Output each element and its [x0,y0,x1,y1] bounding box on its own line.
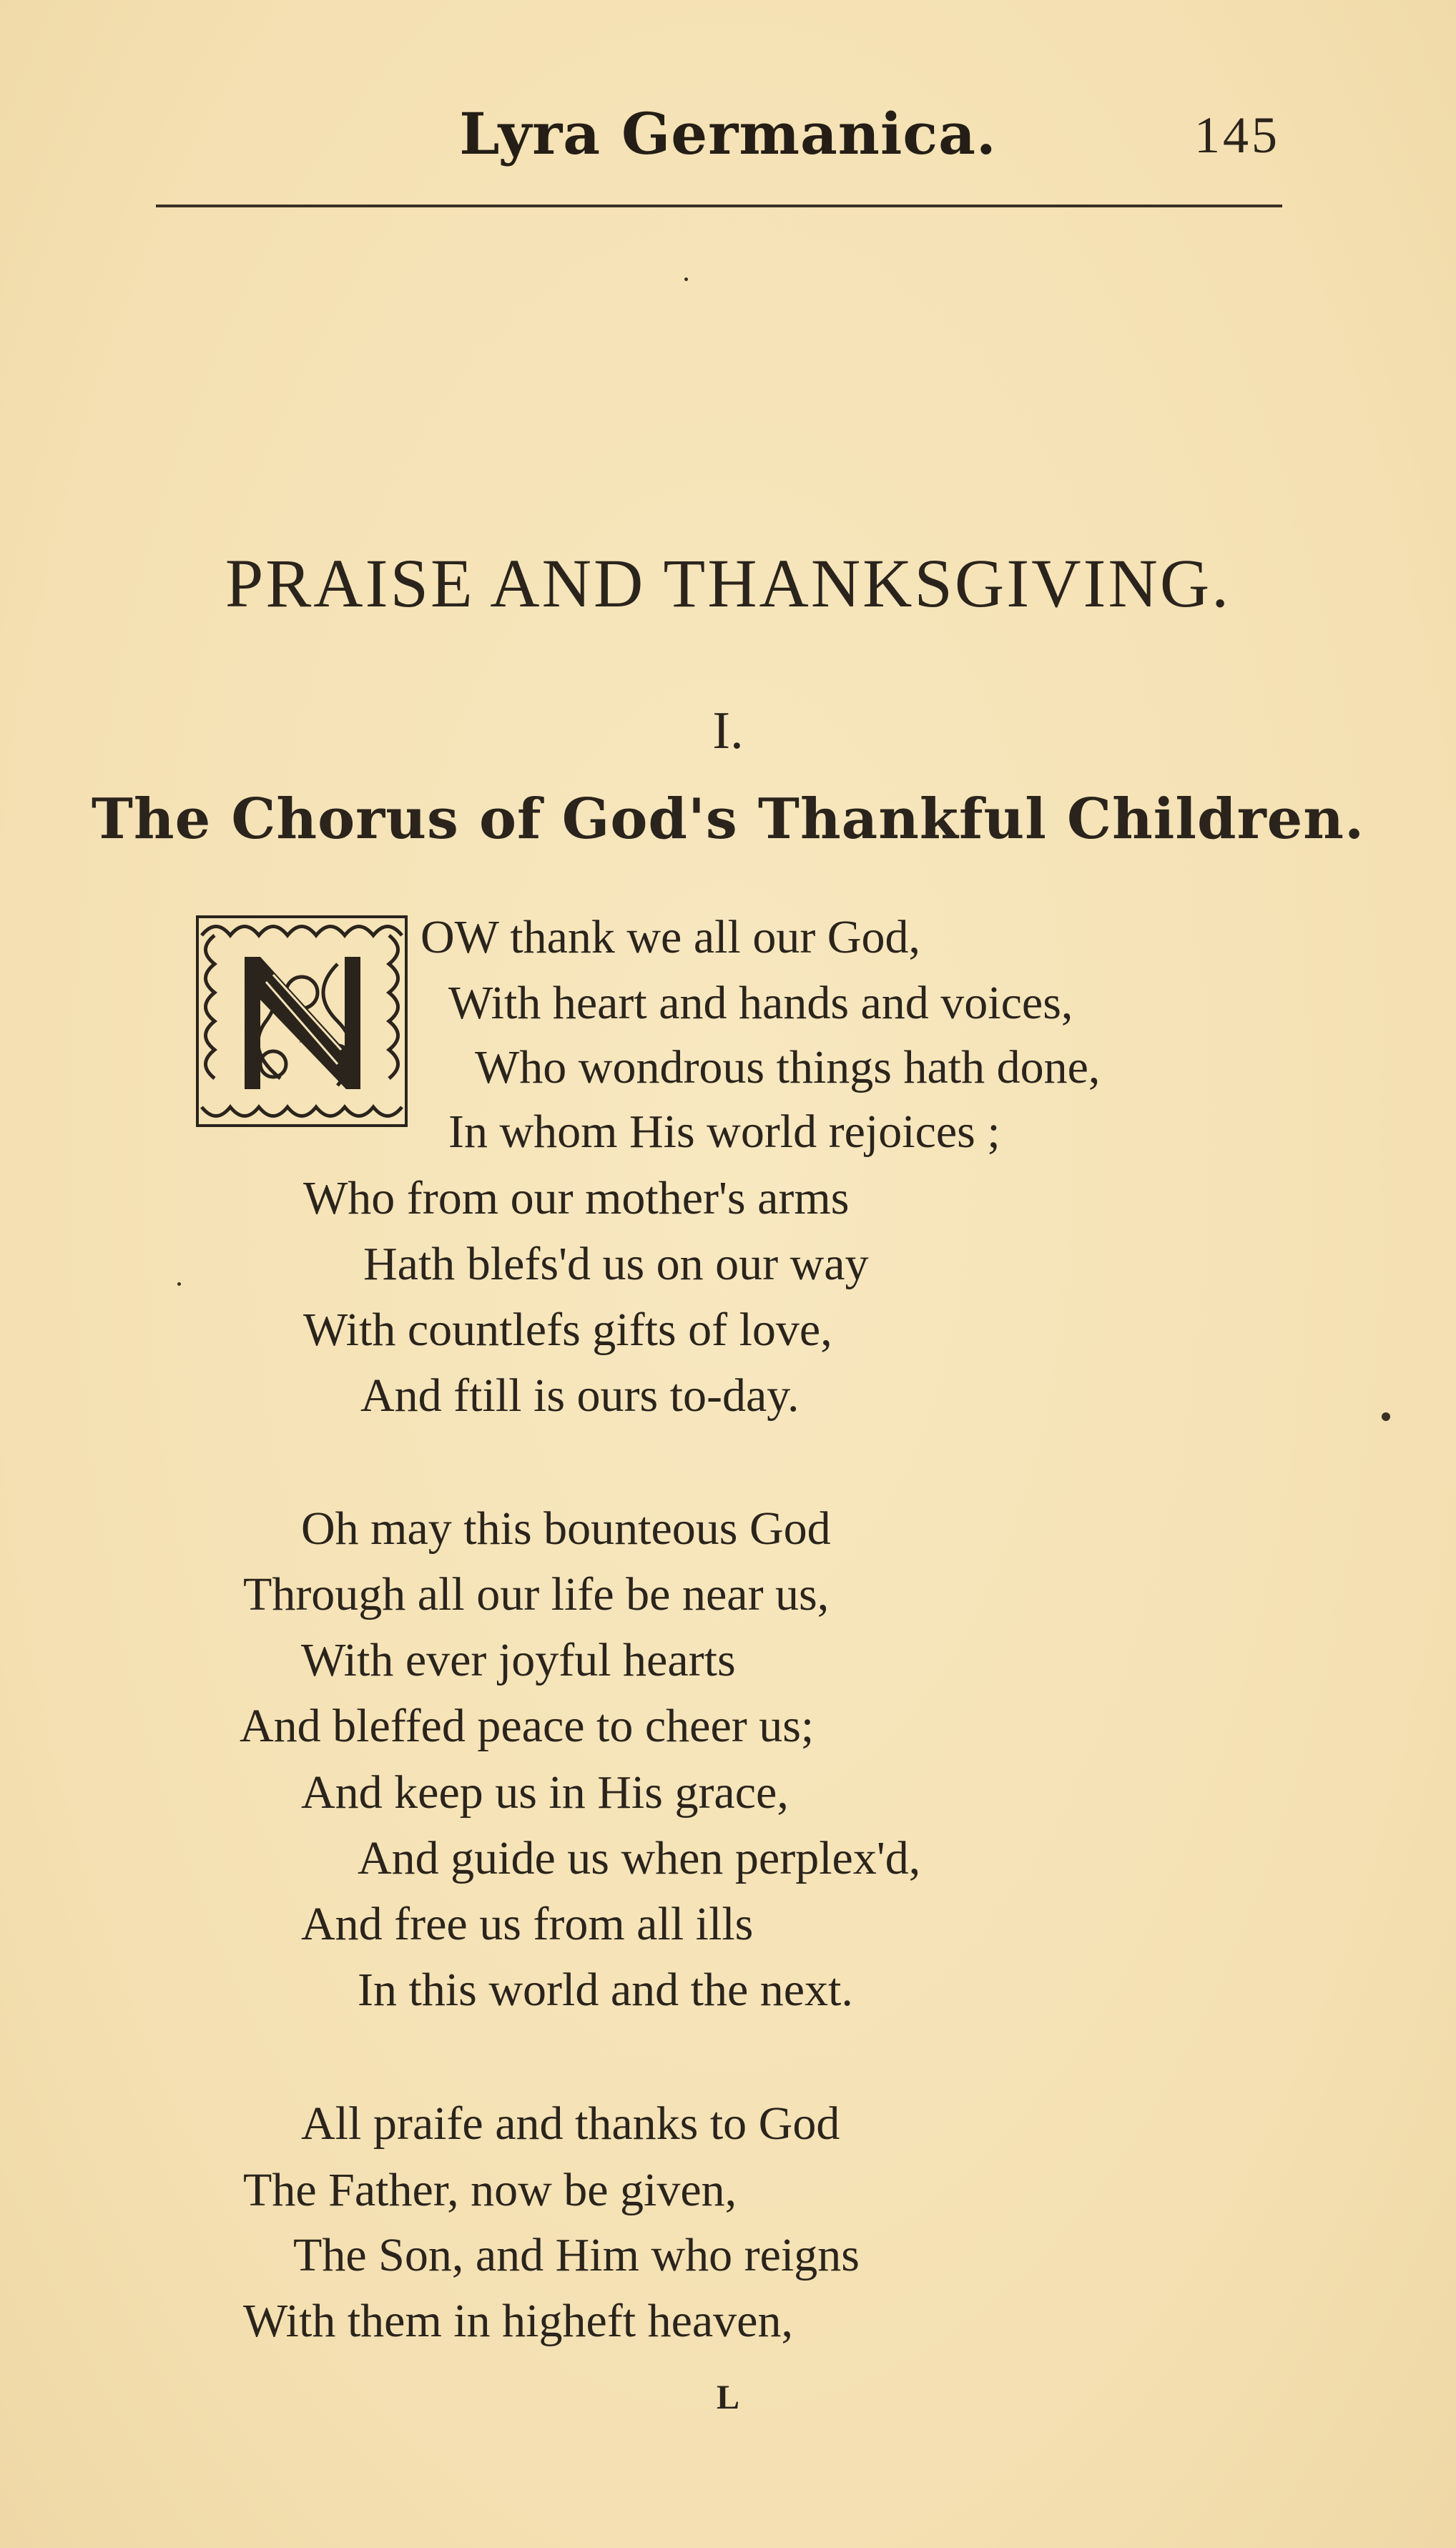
verse-line: All praife and thanks to God [301,2097,840,2150]
verse-line: In this world and the next. [358,1964,853,2016]
drop-cap-letter: N [299,1037,305,1045]
drop-cap-ornament [195,914,409,1128]
verse-line: And ftill is ours to-day. [360,1369,800,1422]
hymn-number: I. [712,702,744,760]
running-title: Lyra Germanica. [459,100,997,167]
verse-line: The Son, and Him who reigns [293,2229,860,2281]
verse-line: Who wondrous things hath done, [475,1041,1101,1093]
verse-line: The Father, now be given, [243,2164,737,2216]
verse-line: With them in higheft heaven, [243,2295,793,2347]
verse-line: Through all our life be near us, [243,1568,830,1620]
hymn-title: The Chorus of God's Thankful Children. [91,787,1365,852]
verse-line: With ever joyful hearts [301,1634,736,1686]
verse-line: And guide us when perplex'd, [358,1832,921,1884]
page-number: 145 [1194,107,1280,164]
verse-line: And bleffed peace to cheer us; [240,1700,815,1752]
paper-speck [684,277,688,281]
paper-speck [177,1282,181,1286]
verse-line: Hath blefs'd us on our way [363,1238,869,1290]
verse-line: With heart and hands and voices, [448,977,1073,1029]
verse-line: With countlefs gifts of love, [303,1304,832,1356]
header-rule [156,205,1282,207]
verse-line: Oh may this bounteous God [301,1502,831,1555]
verse-line: In whom His world rejoices ; [448,1106,1000,1158]
verse-line: Who from our mother's arms [303,1172,850,1224]
paper-speck [1382,1412,1390,1421]
section-title: PRAISE AND THANKSGIVING. [225,545,1231,621]
verse-line: And free us from all ills [301,1898,754,1950]
verse-line: And keep us in His grace, [301,1766,789,1819]
signature-mark: L [716,2379,739,2416]
verse-line: OW thank we all our God, [420,911,920,963]
